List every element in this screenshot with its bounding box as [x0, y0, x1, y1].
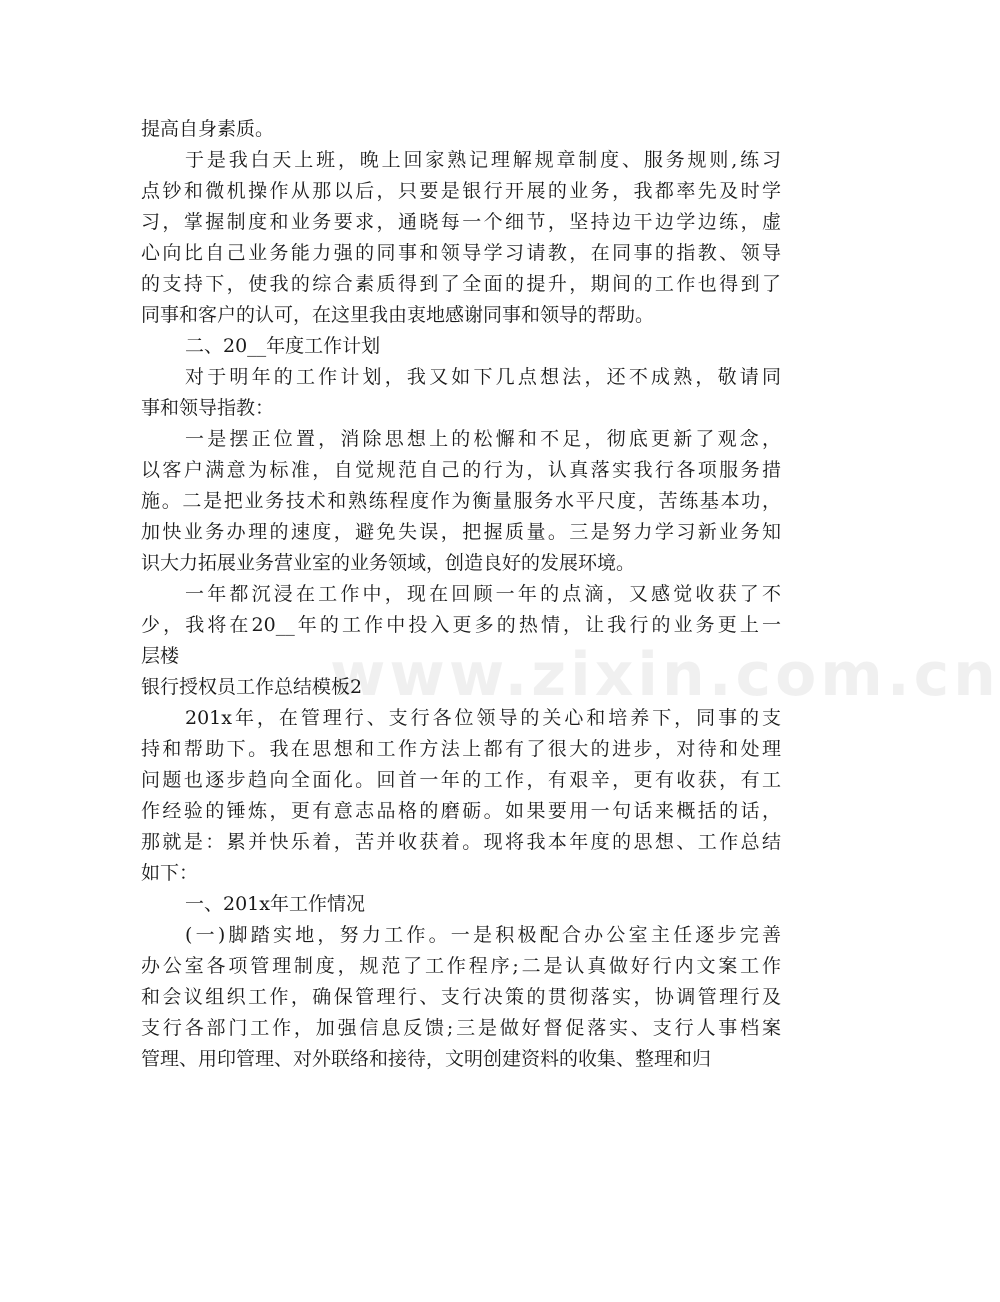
- text-line: 和会议组织工作，确保管理行、支行决策的贯彻落实，协调管理行及: [141, 986, 781, 1008]
- watermark: www.zixin.com.cn: [330, 640, 1000, 710]
- paragraph: [141, 145, 781, 331]
- text-line: 一年都沉浸在工作中，现在回顾一年的点滴，又感觉收获了不: [185, 583, 781, 605]
- text-line: 点钞和微机操作从那以后，只要是银行开展的业务，我都率先及时学: [141, 180, 781, 202]
- paragraph: [141, 362, 781, 424]
- text-line: 层楼: [141, 645, 180, 667]
- text-line: 习，掌握制度和业务要求，通晓每一个细节，坚持边干边学边练，虚: [141, 211, 781, 233]
- text-line: 加快业务办理的速度，避免失误，把握质量。三是努力学习新业务知: [141, 521, 781, 543]
- text-line: 银行授权员工作总结模板2: [141, 676, 363, 698]
- text-line: 于是我白天上班，晚上回家熟记理解规章制度、服务规则,练习: [185, 149, 781, 171]
- paragraph: [141, 703, 781, 889]
- text-line: (一)脚踏实地，努力工作。一是积极配合办公室主任逐步完善: [185, 924, 781, 946]
- text-line: 如下：: [141, 862, 199, 884]
- text-line: 持和帮助下。我在思想和工作方法上都有了很大的进步，对待和处理: [141, 738, 781, 760]
- paragraph: [141, 331, 781, 362]
- paragraph: [141, 920, 781, 1075]
- text-line: 施。二是把业务技术和熟练程度作为衡量服务水平尺度，苦练基本功，: [141, 490, 781, 512]
- text-line: 二、20__年度工作计划: [185, 335, 381, 357]
- document-body: [141, 114, 781, 1075]
- text-line: 201x年，在管理行、支行各位领导的关心和培养下，同事的支: [185, 707, 781, 729]
- text-line: 管理、用印管理、对外联络和接待，文明创建资料的收集、整理和归: [141, 1048, 712, 1070]
- text-line: 少，我将在20__年的工作中投入更多的热情，让我行的业务更上一: [141, 614, 781, 636]
- text-line: 对于明年的工作计划，我又如下几点想法，还不成熟，敬请同: [185, 366, 781, 388]
- paragraph: [141, 114, 781, 145]
- text-line: 的支持下，使我的综合素质得到了全面的提升，期间的工作也得到了: [141, 273, 781, 295]
- text-line: 作经验的锤炼，更有意志品格的磨砺。如果要用一句话来概括的话，: [141, 800, 781, 822]
- text-line: 支行各部门工作，加强信息反馈;三是做好督促落实、支行人事档案: [141, 1017, 781, 1039]
- paragraph: [141, 672, 781, 703]
- text-line: 办公室各项管理制度，规范了工作程序;二是认真做好行内文案工作: [141, 955, 781, 977]
- paragraph: [141, 424, 781, 579]
- text-line: 事和领导指教：: [141, 397, 275, 419]
- text-line: 心向比自己业务能力强的同事和领导学习请教，在同事的指教、领导: [141, 242, 781, 264]
- text-line: 同事和客户的认可，在这里我由衷地感谢同事和领导的帮助。: [141, 304, 655, 326]
- text-line: 一是摆正位置，消除思想上的松懈和不足，彻底更新了观念，: [185, 428, 781, 450]
- text-line: 提高自身素质。: [141, 118, 275, 140]
- paragraph: [141, 579, 781, 672]
- text-line: 一、201x年工作情况: [185, 893, 365, 915]
- text-line: 问题也逐步趋向全面化。回首一年的工作，有艰辛，更有收获，有工: [141, 769, 781, 791]
- paragraph: [141, 889, 781, 920]
- text-line: 那就是：累并快乐着，苦并收获着。现将我本年度的思想、工作总结: [141, 831, 781, 853]
- text-line: 以客户满意为标准，自觉规范自己的行为，认真落实我行各项服务措: [141, 459, 781, 481]
- text-line: 识大力拓展业务营业室的业务领域，创造良好的发展环境。: [141, 552, 636, 574]
